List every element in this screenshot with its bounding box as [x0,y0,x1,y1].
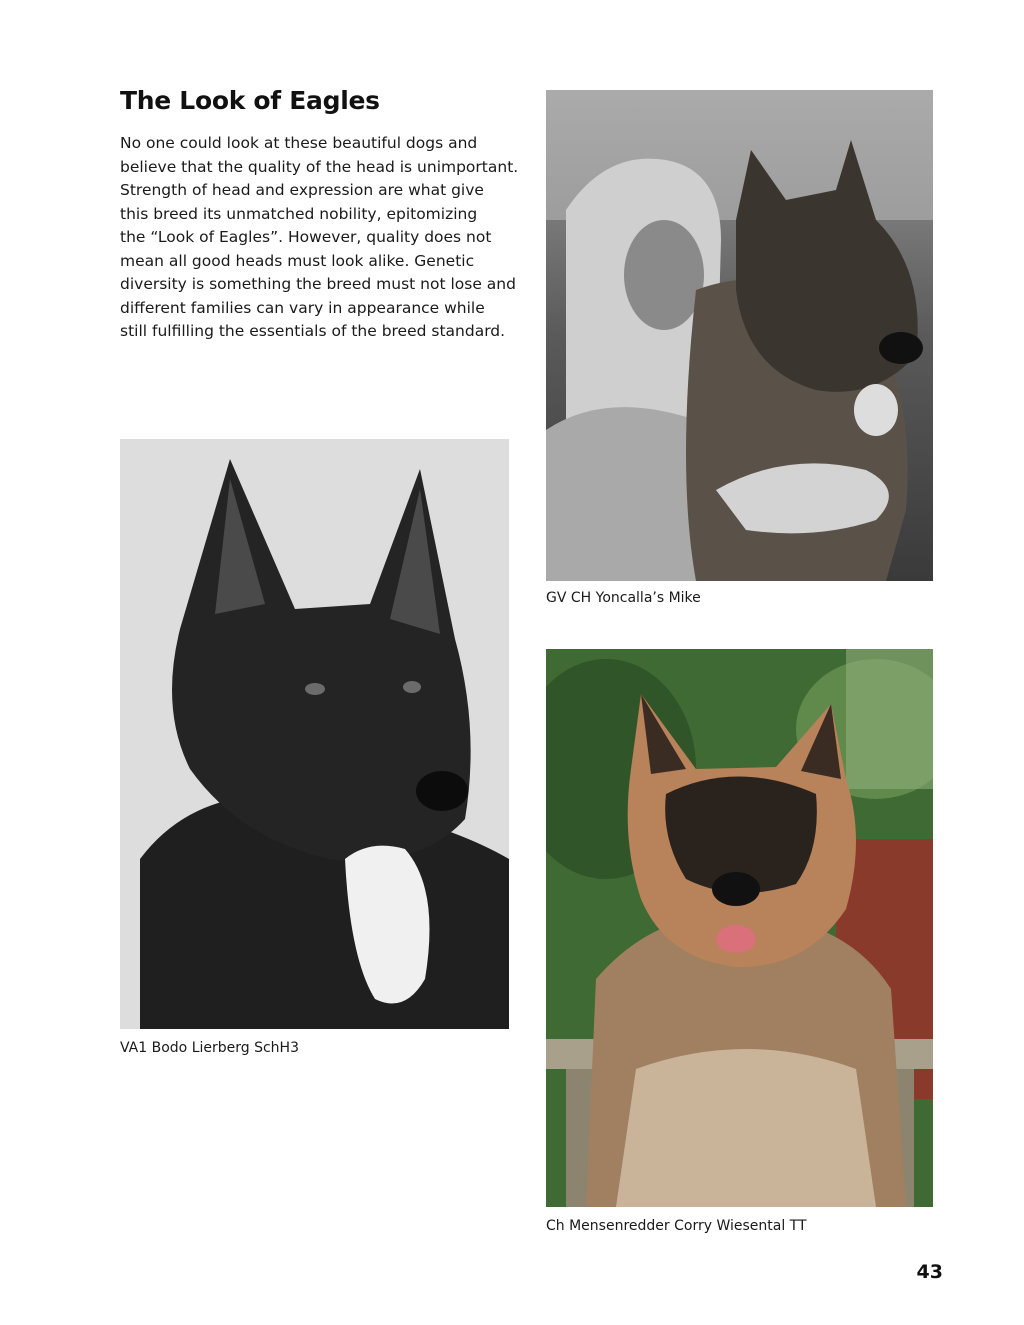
photo-yoncallas-mike [546,90,933,581]
intro-line: this breed its unmatched nobility, epitomizing [120,204,478,223]
intro-line: Strength of head and expression are what give [120,181,484,199]
intro-paragraph [120,132,530,344]
intro-line: different families can vary in appearance while [120,298,485,317]
caption-bodo-lierberg: VA1 Bodo Lierberg SchH3 [120,1040,299,1056]
photo-bodo-lierberg [120,439,509,1029]
caption-yoncallas-mike: GV CH Yoncalla’s Mike [546,590,701,606]
intro-line: still fulfilling the essentials of the breed standard. [120,322,506,340]
intro-line: mean all good heads must look alike. Genetic [120,251,475,270]
intro-line: No one could look at these beautiful dogs and [120,134,478,152]
photo-mensenredder-corry [546,649,933,1207]
page-number: 43 [916,1261,943,1283]
intro-line: the “Look of Eagles”. However, quality does not [120,228,492,246]
caption-mensenredder-corry: Ch Mensenredder Corry Wiesental TT [546,1218,807,1234]
intro-line: believe that the quality of the head is unimportant. [120,157,519,176]
page-title: The Look of Eagles [120,86,380,115]
intro-line: diversity is something the breed must not lose and [120,275,516,293]
